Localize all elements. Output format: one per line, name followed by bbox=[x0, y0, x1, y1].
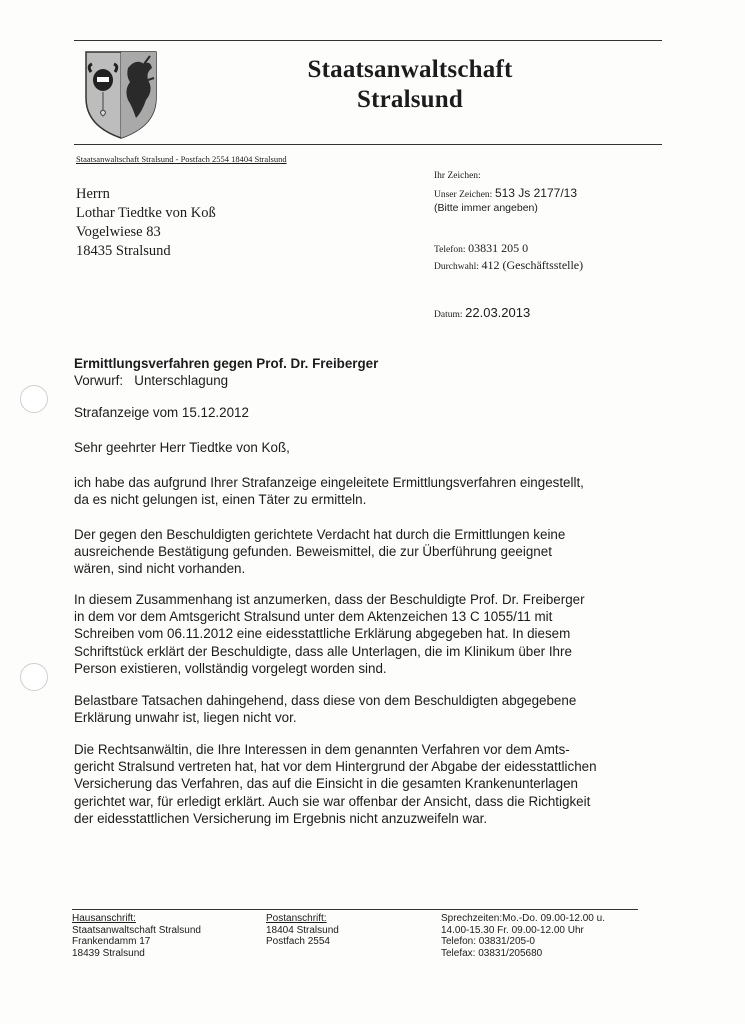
sprech-line: Telefax: 03831/205680 bbox=[441, 947, 543, 959]
recipient-city: 18435 Stralsund bbox=[76, 243, 171, 259]
sprech-line: 14.00-15.30 Fr. 09.00-12.00 Uhr bbox=[441, 924, 584, 936]
paragraph-1 bbox=[74, 474, 674, 508]
recipient-name: Lothar Tiedtke von Koß bbox=[76, 205, 216, 221]
haus-line: 18439 Stralsund bbox=[72, 947, 145, 959]
salutation: Sehr geehrter Herr Tiedtke von Koß, bbox=[74, 440, 290, 455]
unser-zeichen-label: Unser Zeichen: bbox=[434, 190, 493, 200]
header-bottom-rule bbox=[74, 144, 662, 145]
header-top-rule bbox=[74, 40, 662, 41]
post-line: 18404 Stralsund bbox=[266, 924, 339, 936]
recipient-street: Vogelwiese 83 bbox=[76, 224, 161, 240]
reference-note: (Bitte immer angeben) bbox=[434, 202, 538, 214]
paragraph-line: gericht Stralsund vertreten hat, hat vor dem Hintergrund der Abgabe der eidesstattlichen bbox=[74, 759, 597, 775]
paragraph-5 bbox=[74, 741, 674, 827]
footer-rule bbox=[72, 909, 638, 910]
vorwurf-value: Unterschlagung bbox=[134, 373, 229, 388]
vorwurf-row bbox=[74, 372, 674, 389]
unser-zeichen-value: 513 Js 2177/13 bbox=[494, 186, 578, 200]
paragraph-line: Versicherung das Verfahren, das auf die Einsicht in die gesamten Krankenunterlagen bbox=[74, 776, 578, 792]
haus-line: Frankendamm 17 bbox=[72, 936, 151, 947]
paragraph-line: wären, sind nicht vorhanden. bbox=[74, 561, 246, 577]
title-line-1: Staatsanwaltschaft bbox=[307, 56, 513, 83]
telefon-label: Telefon: bbox=[434, 245, 466, 255]
durchwahl-row bbox=[434, 258, 583, 273]
paragraph-line: Schriftstück erklärt der Beschuldigte, dass alle Unterlagen, die im Klinikum über Ihre bbox=[74, 643, 572, 659]
paragraph-line: Person existieren, vollständig vorgelegt worden sind. bbox=[74, 660, 387, 676]
title-line-2: Stralsund bbox=[356, 86, 463, 113]
footer-hausanschrift bbox=[72, 913, 201, 959]
paragraph-line: In diesem Zusammenhang ist anzumerken, dass der Beschuldigte Prof. Dr. Freiberger bbox=[74, 592, 585, 607]
paragraph-line: da es nicht gelungen ist, einen Täter zu ermitteln. bbox=[74, 492, 367, 508]
letter-subject: Ermittlungsverfahren gegen Prof. Dr. Freiberger bbox=[74, 356, 379, 371]
paragraph-line: ich habe das aufgrund Ihrer Strafanzeige eingeleitete Ermittlungsverfahren eingestellt, bbox=[74, 475, 584, 490]
durchwahl-label: Durchwahl: bbox=[434, 262, 479, 272]
paragraph-line: gerichtet war, für erledigt erklärt. Auch sie war offenbar der Ansicht, dass die Richtigkeit bbox=[74, 793, 591, 809]
punch-hole-bottom bbox=[20, 663, 48, 691]
datum-value: 22.03.2013 bbox=[465, 305, 531, 320]
sprech-line: Telefon: 03831/205-0 bbox=[441, 936, 535, 947]
paragraph-line: ausreichende Bestätigung gefunden. Beweismittel, die zur Überführung geeignet bbox=[74, 544, 552, 560]
durchwahl-value: 412 (Geschäftsstelle) bbox=[481, 258, 584, 272]
paragraph-line: Belastbare Tatsachen dahingehend, dass diese von dem Beschuldigten abgegebene bbox=[74, 693, 577, 708]
paragraph-line: Die Rechtsanwältin, die Ihre Interessen in dem genannten Verfahren vor dem Amts- bbox=[74, 742, 570, 757]
post-line: Postfach 2554 bbox=[266, 936, 330, 947]
datum-label: Datum: bbox=[434, 310, 463, 320]
paragraph-line: in dem vor dem Amtsgericht Stralsund unter dem Aktenzeichen 13 C 1055/11 mit bbox=[74, 609, 553, 625]
coat-of-arms-logo bbox=[84, 50, 158, 140]
sprech-line: Sprechzeiten:Mo.-Do. 09.00-12.00 u. bbox=[441, 913, 605, 924]
paragraph-3 bbox=[74, 591, 674, 677]
haus-line: Staatsanwaltschaft Stralsund bbox=[72, 924, 201, 936]
page-title bbox=[180, 56, 640, 114]
paragraph-line: der eidesstattlichen Versicherung im Ergebnis nicht anzuzweifeln war. bbox=[74, 810, 488, 826]
strafanzeige-line: Strafanzeige vom 15.12.2012 bbox=[74, 405, 249, 420]
paragraph-line: Erklärung unwahr ist, liegen nicht vor. bbox=[74, 710, 297, 726]
datum-row bbox=[434, 305, 530, 320]
post-label: Postanschrift: bbox=[266, 913, 327, 924]
haus-label: Hausanschrift: bbox=[72, 913, 136, 924]
sender-return-address: Staatsanwaltschaft Stralsund - Postfach 2554 18404 Stralsund bbox=[76, 154, 287, 164]
paragraph-4 bbox=[74, 692, 674, 726]
footer-postanschrift bbox=[266, 913, 339, 948]
ihr-zeichen-label: Ihr Zeichen: bbox=[434, 171, 481, 181]
telefon-value: 03831 205 0 bbox=[468, 241, 529, 255]
recipient-address bbox=[76, 185, 216, 261]
unser-zeichen-row bbox=[434, 186, 577, 200]
paragraph-line: Der gegen den Beschuldigten gerichtete Verdacht hat durch die Ermittlungen keine bbox=[74, 527, 566, 542]
punch-hole-top bbox=[20, 385, 48, 413]
paragraph-2 bbox=[74, 526, 674, 578]
recipient-line: Herrn bbox=[76, 186, 110, 202]
vorwurf-label: Vorwurf: bbox=[74, 373, 124, 388]
paragraph-line: Schreiben vom 06.11.2012 eine eidesstattliche Erklärung abgegeben hat. In diesem bbox=[74, 626, 571, 642]
footer-sprechzeiten bbox=[441, 913, 605, 959]
telefon-row bbox=[434, 241, 528, 256]
